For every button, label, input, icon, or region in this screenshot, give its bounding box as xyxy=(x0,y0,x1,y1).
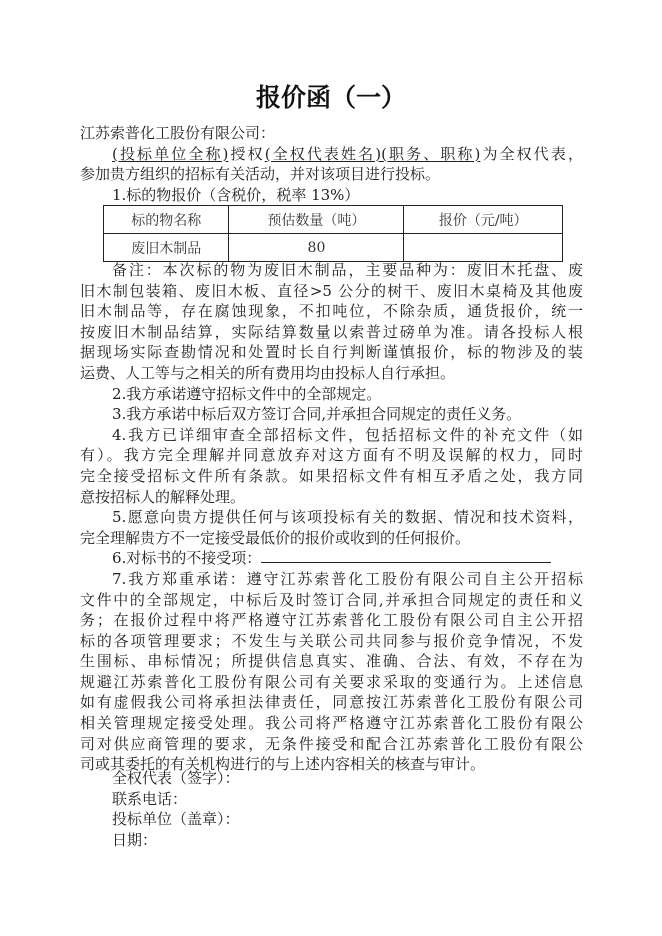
signature-date: 日期： xyxy=(112,830,158,849)
item-4-line: 完全接受招标文件所有条款。如果招标文件有相互矛盾之处，我方同 xyxy=(80,466,583,485)
note-line: 运费、人工等与之相关的所有费用均由投标人自行承担。 xyxy=(80,363,456,382)
item-4-line: 意按招标人的解释处理。 xyxy=(80,487,246,506)
item-6-label: 6.对标书的不接受项： xyxy=(112,549,262,568)
document-title: 报价函（一） xyxy=(255,83,406,112)
item-7-line: 生围标、串标情况；所提供信息真实、准确、合法、有效，不存在为 xyxy=(80,652,583,671)
table-header-row xyxy=(104,206,563,234)
item-5-line: 5.愿意向贵方提供任何与该项投标有关的数据、情况和技术资料， xyxy=(112,508,583,527)
price-cell[interactable] xyxy=(404,234,563,262)
item-7-line: 司对供应商管理的要求，无条件接受和配合江苏索普化工股份有限公 xyxy=(80,734,583,753)
item-7-line: 相关管理规定接受处理。我公司将严格遵守江苏索普化工股份有限公 xyxy=(80,714,583,733)
item-7-line: 务；在报价过程中将严格遵守江苏索普化工股份有限公司自主公开招 xyxy=(80,611,583,630)
header-cell: 报价（元/吨） xyxy=(404,206,563,234)
item-name-cell: 废旧木制品 xyxy=(104,234,229,262)
item-6 xyxy=(80,548,583,569)
table-row xyxy=(104,234,563,262)
bidder-name-field: (投标单位全称) xyxy=(112,144,229,163)
signature-phone: 联系电话： xyxy=(112,789,188,808)
quantity-cell: 80 xyxy=(229,234,404,262)
item-7-line: 标的各项管理要求；不发生与关联公司共同参与报价竞争情况，不发 xyxy=(80,631,583,650)
auth-text-end: 为全权代表， xyxy=(480,144,583,163)
header-cell: 标的物名称 xyxy=(104,206,229,234)
item-1: 1.标的物报价（含税价，税率 13%） xyxy=(112,185,360,204)
item-3: 3.我方承诺中标后双方签订合同,并承担合同规定的责任义务。 xyxy=(112,405,522,424)
authorization-line-2: 参加贵方组织的招标有关活动，并对该项目进行投标。 xyxy=(80,165,441,184)
signature-seal: 投标单位（盖章）： xyxy=(112,810,240,829)
item-2: 2.我方承诺遵守招标文件中的全部规定。 xyxy=(112,384,382,403)
item-5-line: 完全理解贵方不一定接受最低价的报价或收到的任何报价。 xyxy=(80,528,471,547)
note-line: 据现场实际查勘情况和处置时长自行判断谨慎报价，标的物涉及的装 xyxy=(80,343,583,362)
item-4-line: 4.我方已详细审查全部招标文件，包括招标文件的补充文件（如 xyxy=(112,425,583,444)
note-line: 旧木制品等，存在腐蚀现象，不扣吨位，不除杂质，通货报价，统一 xyxy=(80,302,583,321)
item-7-line: 7.我方郑重承诺：遵守江苏索普化工股份有限公司自主公开招标 xyxy=(112,569,583,588)
header-cell: 预估数量（吨） xyxy=(229,206,404,234)
representative-field: (全权代表姓名)(职务、职称) xyxy=(264,144,481,163)
letter-header xyxy=(80,123,583,205)
note-line: 备注：本次标的物为废旧木制品，主要品种为：废旧木托盘、废 xyxy=(112,261,583,279)
item-7-line: 如有虚假我公司将承担法律责任，同意按江苏索普化工股份有限公司 xyxy=(80,693,583,712)
item-7-line: 司或其委托的有关机构进行的与上述内容相关的核查与审计。 xyxy=(80,755,486,774)
note-line: 按废旧木制品结算，实际结算数量以索普过磅单为准。请各投标人根 xyxy=(80,322,583,341)
item-7-line: 规避江苏索普化工股份有限公司有关要求采取的变通行为。上述信息 xyxy=(80,672,583,691)
auth-text: 授权 xyxy=(228,144,265,163)
price-table xyxy=(103,205,563,262)
addressee: 江苏索普化工股份有限公司： xyxy=(80,124,276,142)
signature-representative: 全权代表（签字）： xyxy=(112,769,240,787)
item-4-line: 有）。我方完全理解并同意放弃对这方面有不明及误解的权力，同时 xyxy=(80,446,583,465)
item-7-line: 文件中的全部规定，中标后及时签订合同,并承担合同规定的责任和义 xyxy=(80,590,583,609)
exceptions-blank-line[interactable] xyxy=(261,548,551,563)
authorization-line xyxy=(80,144,583,165)
signature-block xyxy=(80,768,583,850)
body-text xyxy=(80,260,583,775)
note-line: 旧木制包装箱、废旧木板、直径>5 公分的树干、废旧木桌椅及其他废 xyxy=(80,281,583,300)
